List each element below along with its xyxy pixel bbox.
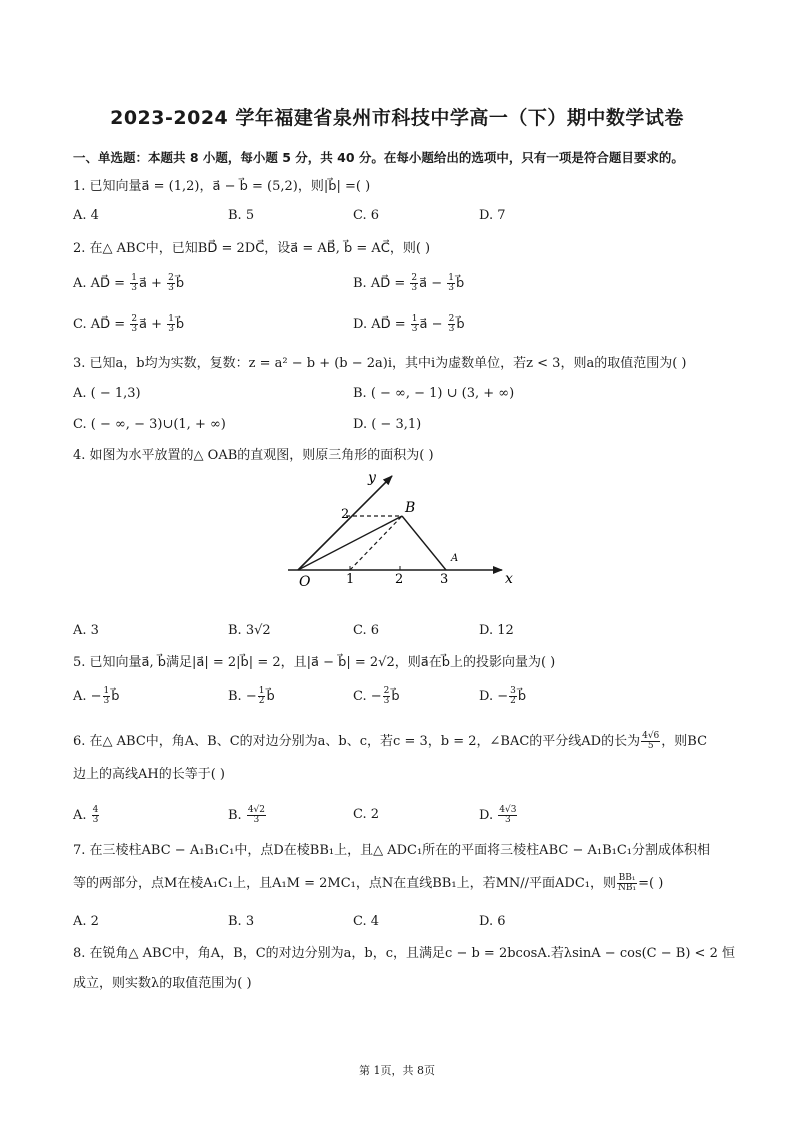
q1-option-b: B. 5 [228, 208, 255, 223]
oblique-triangle-figure [284, 466, 514, 596]
origin-label: O [299, 574, 311, 590]
question-2-stem: 2. 在△ ABC中，已知BD⃗ = 2DC⃗，设a⃗ = AB⃗, b⃗ = AC⃗，则( ) [73, 241, 431, 256]
q2-option-c: C. AD⃗ = $\frac{2}{3}$ a⃗ + $\frac{1}{3}$ b⃗ [73, 314, 185, 334]
q4-option-c: C. 6 [353, 623, 380, 638]
question-8-stem: 8. 在锐角△ ABC中，角A，B，C的对边分别为a，b，c，且满足c − b = 2bcosA.若λsinA − cos(C − B) < 2 恒 [73, 946, 735, 961]
q5-option-c: C. − $\frac{2}{3}$ b⃗ [353, 686, 400, 706]
q3-option-a: A. ( − 1,3) [73, 386, 141, 401]
question-7-stem: 7. 在三棱柱ABC − A₁B₁C₁中，点D在棱BB₁上，且△ ADC₁所在的平面将三棱柱ABC − A₁B₁C₁分割成体积相 [73, 843, 710, 858]
q3-option-b: B. ( − ∞, − 1) ∪ (3, + ∞) [353, 386, 515, 401]
y-axis-label: y [368, 470, 376, 486]
question-1-stem: 1. 已知向量a⃗ = (1,2)，a⃗ − b⃗ = (5,2)，则|b⃗| =( ) [73, 179, 371, 194]
page-footer: 第 1页，共 8页 [359, 1064, 435, 1077]
question-4-stem: 4. 如图为水平放置的△ OAB的直观图，则原三角形的面积为( ) [73, 448, 434, 463]
x-tick-label-3: 3 [440, 572, 449, 587]
q1-option-c: C. 6 [353, 208, 380, 223]
q1-option-d: D. 7 [479, 208, 506, 223]
q7-option-d: D. 6 [479, 914, 506, 929]
page-title: 2023-2024 学年福建省泉州市科技中学高一（下）期中数学试卷 [110, 107, 684, 129]
q5-option-d: D. − $\frac{3}{2}$ b⃗ [479, 686, 527, 706]
question-6-stem: 6. 在△ ABC中，角A、B、C的对边分别为a、b、c，若c = 3，b = 2，∠BAC的平分线AD的长为 $\frac{4√6}{5}$ ，则BC [73, 731, 708, 751]
x-axis-label: x [505, 571, 513, 587]
q1-option-a: A. 4 [73, 208, 99, 223]
q5-option-b: B. − $\frac{1}{2}$ b⃗ [228, 686, 275, 706]
q2-option-b: B. AD⃗ = $\frac{2}{3}$ a⃗ − $\frac{1}{3}$ b⃗ [353, 273, 465, 293]
section-heading: 一、单选题：本题共 8 小题，每小题 5 分，共 40 分。在每小题给出的选项中，只有一项是符合题目要求的。 [73, 150, 684, 165]
question-3-stem: 3. 已知a，b均为实数，复数：z = a² − b + (b − 2a)i，其中i为虚数单位，若z < 3，则a的取值范围为( ) [73, 356, 687, 371]
q7-option-c: C. 4 [353, 914, 380, 929]
question-6-stem-line2: 边上的高线AH的长等于( ) [73, 767, 226, 782]
question-8-stem-line2: 成立，则实数λ的取值范围为( ) [73, 976, 252, 991]
segment-ba [402, 516, 446, 570]
y-axis [298, 476, 392, 570]
x-tick-label-2: 2 [395, 572, 404, 587]
q6-option-d: D. $\frac{4√3}{3}$ [479, 805, 517, 825]
q4-option-a: A. 3 [73, 623, 99, 638]
point-b-label: B [405, 500, 416, 516]
y-tick-label-2: 2 [341, 507, 350, 522]
q4-option-b: B. 3√2 [228, 623, 271, 638]
point-a-label: A [451, 553, 459, 564]
segment-ob [298, 516, 402, 570]
question-5-stem: 5. 已知向量a⃗, b⃗满足|a⃗| = 2|b⃗| = 2，且|a⃗ − b⃗| = 2√2，则a⃗在b⃗上的投影向量为( ) [73, 655, 556, 670]
dashed-slant [350, 516, 402, 570]
q4-option-d: D. 12 [479, 623, 514, 638]
q3-option-c: C. ( − ∞, − 3)∪(1, + ∞) [73, 417, 226, 432]
x-tick-label-1: 1 [346, 572, 355, 587]
q2-option-a: A. AD⃗ = $\frac{1}{3}$ a⃗ + $\frac{2}{3}$ b⃗ [73, 273, 185, 293]
question-7-stem-line2: 等的两部分，点M在棱A₁C₁上，且A₁M = 2MC₁，点N在直线BB₁上，若MN//平面ADC₁，则 $\frac{\text{BB₁}}{\text{NB₁}}$ =( ) [73, 873, 664, 893]
q6-option-b: B. $\frac{4√2}{3}$ [228, 805, 266, 825]
q5-option-a: A. − $\frac{1}{3}$ b⃗ [73, 686, 120, 706]
q3-option-d: D. ( − 3,1) [353, 417, 422, 432]
q7-option-a: A. 2 [73, 914, 99, 929]
q7-option-b: B. 3 [228, 914, 255, 929]
q2-option-d: D. AD⃗ = $\frac{1}{3}$ a⃗ − $\frac{2}{3}$ b⃗ [353, 314, 465, 334]
q6-option-a: A. $\frac{4}{3}$ [73, 805, 99, 825]
q6-option-c: C. 2 [353, 807, 380, 822]
